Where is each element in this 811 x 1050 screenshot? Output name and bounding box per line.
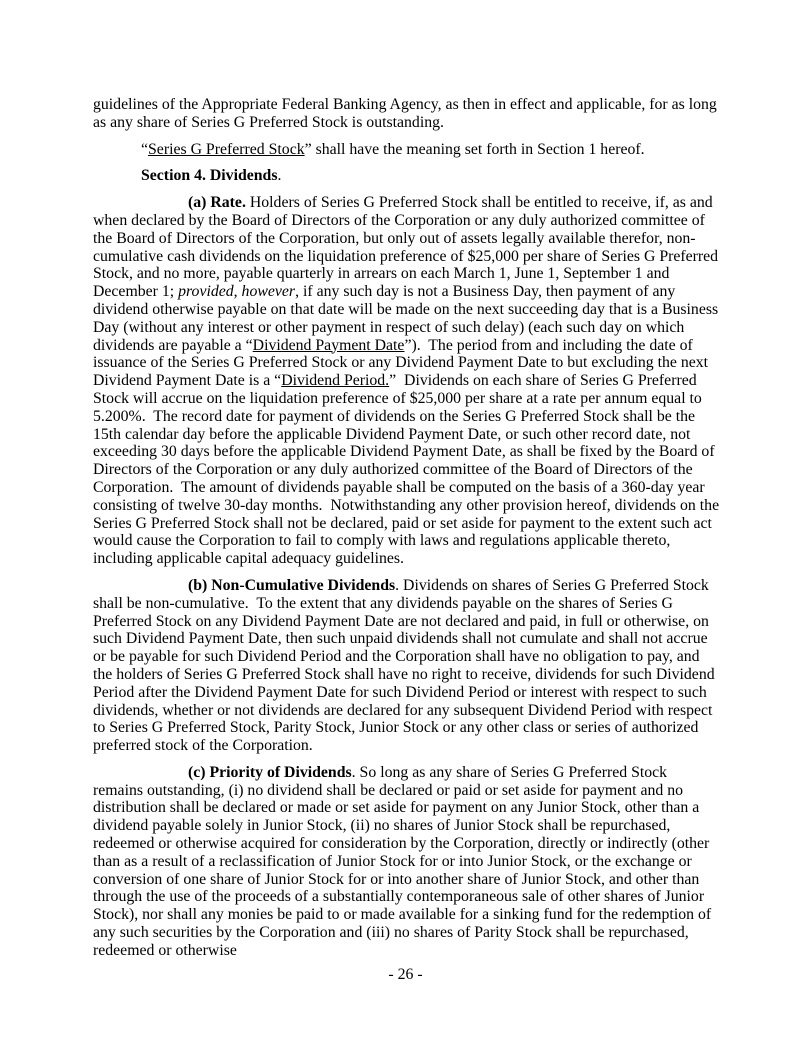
paragraph-b-non-cumulative-dividends: [93, 577, 720, 755]
text-run-italic: provided, however: [178, 283, 296, 301]
text-run-bold: Section 4. Dividends: [141, 167, 278, 185]
text-run: , if any such day is not a Business Day, then payment of any dividend otherwise payable on that date will be made on the next succeeding day that is a Business Day (without any interest or other payment in respect of such delay) (each such day on which dividends are payable a “: [93, 283, 723, 354]
text-run-bold: (b) Non-Cumulative Dividends: [188, 576, 396, 594]
paragraph-guidelines-continuation: [93, 96, 720, 132]
paragraph-a-rate: [93, 194, 724, 568]
text-run: Holders of Series G Preferred Stock shall be entitled to receive, if, as and when declared by the Board of Directors of the Corporation or any duly authorized committee of the Board of Directors of the Corporation, but only out of assets legally available therefor, non-cumulative cash dividends on the liquidation preference of $25,000 per share of Series G Preferred Stock, and no more, payable quarterly in arrears on each March 1, June 1, September 1 and December 1;: [93, 194, 723, 301]
text-run: “: [141, 140, 149, 158]
text-run-underlined: Series G Preferred Stock: [148, 140, 305, 158]
text-run: ” shall have the meaning set forth in Section 1 hereof.: [304, 140, 645, 158]
text-run-underlined: Dividend Payment Date: [252, 336, 405, 354]
text-run: guidelines of the Appropriate Federal Banking Agency, as then in effect and applicable, for as long as any share of Series G Preferred Stock is outstanding.: [93, 96, 721, 131]
text-run-underlined: Dividend Period.: [281, 372, 390, 390]
text-run: . Dividends on shares of Series G Preferred Stock shall be non-cumulative. To the extent that any dividends payable on the shares of Series G Preferred Stock on any Dividend Payment Date are not declared and paid, in full or otherwise, on such Dividend Payment Date, then such unpaid dividends shall not cumulate and shall not accrue or be payable for such Dividend Period and the Corporation shall have no obligation to pay, and the holders of Series G Preferred Stock shall have no right to receive, dividends for such Dividend Period after the Dividend Payment Date for such Dividend Period or interest with respect to such dividends, whether or not dividends are declared for any subsequent Dividend Period with respect to Series G Preferred Stock, Parity Stock, Junior Stock or any other class or series of authorized preferred stock of the Corporation.: [93, 576, 719, 755]
page-number: - 26 -: [388, 966, 423, 983]
paragraph-c-priority-of-dividends: [93, 764, 720, 960]
text-run-bold: (a) Rate.: [188, 194, 246, 212]
heading-section-4-dividends: [93, 167, 720, 185]
document-body: [93, 96, 724, 969]
text-run: .: [277, 167, 282, 185]
text-run: ” Dividends on each share of Series G Preferred Stock will accrue on the liquidation preference of $25,000 per share at a rate per annum equal to 5.200%. The record date for payment of dividends on the Series G Preferred Stock shall be the 15th calendar day before the applicable Dividend Payment Date, or such other record date, not exceeding 30 days before the applicable Dividend Payment Date, as shall be fixed by the Board of Directors of the Corporation or any duly authorized committee of the Board of Directors of the Corporation. The amount of dividends payable shall be computed on the basis of a 360-day year consisting of twelve 30-day months. Notwithstanding any other provision hereof, dividends on the Series G Preferred Stock shall not be declared, paid or set aside for payment to the extent such act would cause the Corporation to fail to comply with laws and regulations applicable thereto, including applicable capital adequacy guidelines.: [93, 372, 724, 568]
paragraph-series-g-definition: [93, 141, 720, 159]
text-run: . So long as any share of Series G Preferred Stock remains outstanding, (i) no dividend shall be declared or paid or set aside for payment and no distribution shall be declared or made or set aside for payment on any Junior Stock, other than a dividend payable solely in Junior Stock, (ii) no shares of Junior Stock shall be repurchased, redeemed or otherwise acquired for consideration by the Corporation, directly or indirectly (other than as a result of a reclassification of Junior Stock for or into Junior Stock, or the exchange or conversion of one share of Junior Stock for or into another share of Junior Stock, and other than through the use of the proceeds of a substantially contemporaneous sale of other shares of Junior Stock), nor shall any monies be paid to or made available for a sinking fund for the redemption of any such securities by the Corporation and (iii) no shares of Parity Stock shall be repurchased, redeemed or otherwise: [93, 763, 716, 959]
text-run: ”). The period from and including the date of issuance of the Series G Preferred Stock or any Dividend Payment Date to but excluding the next Dividend Payment Date is a “: [93, 336, 712, 390]
text-run-bold: (c) Priority of Dividends: [188, 763, 352, 781]
